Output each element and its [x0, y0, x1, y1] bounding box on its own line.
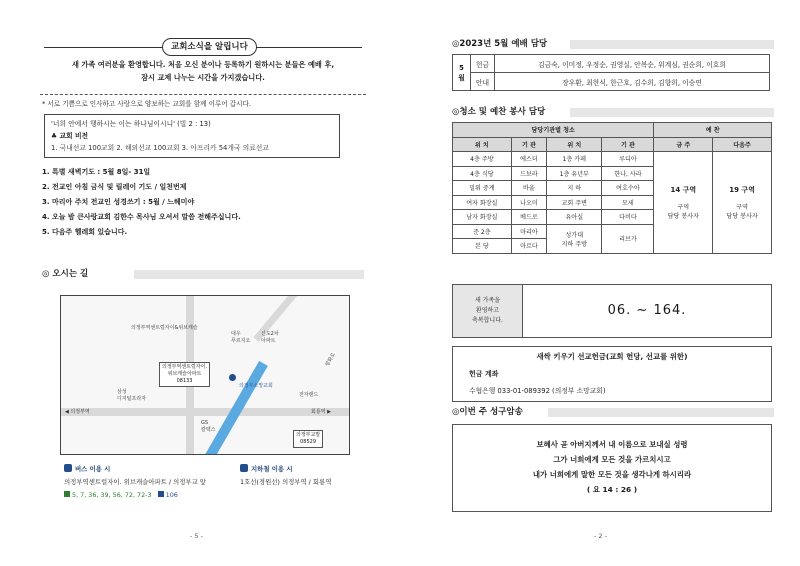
verse-reference: ( 요 14 : 26 )	[586, 485, 638, 494]
table-cell: 다비다	[602, 210, 654, 225]
greeting-text: * 서로 기쁨으로 인사하고 사랑으로 양보하는 교회를 함께 이루어 갑시다.	[42, 100, 251, 108]
cleaning-title: 청소 및 예찬 봉사 담당	[459, 107, 546, 117]
col-header: 다음주	[713, 137, 772, 152]
green-bus-icon	[64, 491, 70, 497]
table-cell: 성가대 지하 주방	[547, 224, 602, 253]
memory-verse-box	[452, 424, 772, 512]
table-cell: 모세	[602, 195, 654, 210]
map-road-horizontal	[61, 408, 350, 416]
table-cell: 교회 주변	[547, 195, 602, 210]
cleaning-header	[452, 104, 774, 120]
map-label: 평화로	[324, 351, 337, 368]
church-verse-box	[44, 114, 340, 158]
header-bar	[548, 408, 774, 417]
map-bus-stop-box: 의정부역센트럴자이. 위브캐슬아파트 08133	[159, 362, 210, 387]
bus-title: 버스 이용 시	[75, 465, 111, 473]
next-week-cell	[713, 152, 772, 254]
directions-header	[42, 266, 364, 282]
map-label: 전자랜드	[299, 392, 319, 398]
col-header: 금 주	[654, 137, 713, 152]
table-cell: 1층 유년부	[547, 166, 602, 181]
map-label: 회룡역 ▶	[311, 409, 331, 415]
church-marker-icon	[229, 374, 236, 381]
circle-bullet-icon: ◎	[42, 269, 50, 279]
map-label: ◀ 의정부역	[65, 409, 90, 415]
memory-verse-title: 이번 주 성구암송	[459, 407, 523, 417]
map-bus-stop-box: 의정부교말 08529	[293, 430, 323, 448]
praise-header: 예 찬	[654, 123, 772, 138]
vision-items: 1. 국내선교 100교회 2. 해외선교 100교회 3. 아프리카 54개국 의료선교	[51, 144, 269, 152]
notice-header	[44, 38, 362, 56]
bus-icon	[64, 464, 72, 472]
page-number: - 5 -	[190, 532, 203, 540]
announcement-item: 4. 오늘 밤 큰사랑교회 김한수 목사님 오셔서 말씀 전해주십니다.	[42, 213, 241, 221]
subway-directions	[240, 463, 331, 489]
map-church-label: 의정부소망교회	[239, 383, 273, 389]
notice-title: 교회소식을 알립니다	[162, 38, 257, 56]
header-bar	[570, 40, 774, 49]
subway-title: 지하철 이용 시	[251, 465, 293, 473]
table-cell: 루디아	[602, 152, 654, 167]
table-cell: 본 당	[453, 239, 512, 254]
announcement-item: 5. 다음주 헬레회 있습니다.	[42, 228, 128, 236]
next-week-zone: 19 구역	[729, 185, 755, 194]
table-cell: 준 2층	[453, 224, 512, 239]
bus-stops: 의정부역센트럴자이. 위브캐슬아파트 / 의정부교 앞	[64, 478, 206, 486]
welcome-message	[44, 58, 362, 84]
mission-account: 수협은행 033-01-089392 (의정부 소망교회)	[469, 387, 606, 395]
welcome-line-2: 잠시 교제 나누는 시간을 가지겠습니다.	[141, 73, 265, 82]
mission-offering-box	[452, 346, 772, 402]
new-family-box	[452, 284, 772, 338]
table-cell: 에스더	[511, 152, 546, 167]
announcement-list	[42, 165, 241, 240]
directions-title: 오시는 길	[52, 269, 89, 279]
circle-bullet-icon: ◎	[452, 407, 460, 417]
blue-bus-icon	[158, 491, 164, 497]
table-cell: 나오미	[511, 195, 546, 210]
table-cell: 한나, 사라	[602, 166, 654, 181]
duty-names: 장우환, 최현식, 한근호, 김수희, 김향희, 이승연	[495, 73, 770, 91]
table-cell: 유아실	[547, 210, 602, 225]
this-week-zone: 14 구역	[670, 185, 697, 194]
table-cell: 4층 식당	[453, 166, 512, 181]
map-label: 신도2차 아파트	[261, 331, 279, 344]
this-week-sub: 구역 담당 봉사자	[667, 203, 699, 220]
mission-title: 새싹 키우기 선교헌금(교회 헌당, 선교를 위한)	[536, 352, 688, 361]
table-cell: 밀워 중계	[453, 181, 512, 196]
this-week-cell	[654, 152, 713, 254]
subway-icon	[240, 464, 248, 472]
duty-month: 5월	[453, 55, 471, 91]
dashed-divider	[40, 94, 366, 95]
table-cell: 베드로	[511, 210, 546, 225]
col-header: 기 관	[511, 137, 546, 152]
table-cell: 드보라	[511, 166, 546, 181]
theme-verse: '너희 안에서 행하시는 이는 하나님이시니' (빌 2 : 13)	[51, 120, 211, 128]
circle-bullet-icon: ◎	[452, 39, 460, 49]
table-cell: 지 하	[547, 181, 602, 196]
verse-line: 보혜사 곧 아버지께서 내 이름으로 보내실 성령	[536, 440, 688, 449]
table-cell: 바울	[511, 181, 546, 196]
blue-bus-routes: 106	[165, 491, 178, 499]
location-map	[60, 295, 350, 455]
header-bar	[570, 108, 774, 117]
bus-directions	[64, 463, 206, 502]
table-cell: 마르다	[511, 239, 546, 254]
col-header: 기 관	[602, 137, 654, 152]
duty-role: 안내	[471, 73, 495, 91]
vision-label: ♣ 교회 비전	[51, 132, 89, 140]
announcement-item: 2. 전교인 아침 금식 및 릴레이 기도 / 일천번제	[42, 183, 187, 191]
table-cell: 4층 주방	[453, 152, 512, 167]
announcement-item: 3. 마리아 주치 전교인 성경쓰기 : 5월 / 느헤미야	[42, 198, 195, 206]
verse-line: 그가 너희에게 모든 것을 가르치시고	[553, 455, 671, 464]
header-bar	[134, 270, 364, 279]
map-label: 대우 푸르지오	[231, 331, 251, 344]
new-family-value: 06. ~ 164.	[607, 303, 687, 318]
table-cell: 여호수아	[602, 181, 654, 196]
table-cell: 마리아	[511, 224, 546, 239]
col-header: 위 치	[453, 137, 512, 152]
table-cell: 1층 카페	[547, 152, 602, 167]
duty-header	[452, 36, 774, 52]
subway-detail: 1호선(경원선) 의정부역 / 회룡역	[240, 478, 332, 486]
col-header: 위 치	[547, 137, 602, 152]
table-cell: 리브가	[602, 224, 654, 253]
map-label: 의정부역센트럴자이&위브캐슬	[131, 325, 198, 331]
welcome-line-1: 새 가족 여러분을 환영합니다. 처음 오신 분이나 등록하기 원하시는 분들은 예배 후,	[71, 60, 335, 69]
map-label: GS 칼텍스	[201, 420, 216, 433]
green-bus-routes: 5, 7, 36, 39, 56, 72, 72-3	[72, 491, 152, 499]
map-label: 삼성 디지털프라자	[117, 389, 146, 402]
cleaning-table	[452, 122, 772, 254]
page-number: - 2 -	[594, 532, 607, 540]
duty-title: 2023년 5월 예배 담당	[459, 39, 548, 49]
table-cell: 남자 화장실	[453, 210, 512, 225]
announcement-item: 1. 특별 새벽기도 : 5월 8일- 31일	[42, 168, 151, 176]
table-cell: 여자 화장실	[453, 195, 512, 210]
memory-verse-header	[452, 404, 774, 420]
next-week-sub: 구역 담당 봉사자	[726, 203, 758, 220]
duty-role: 헌금	[471, 55, 495, 73]
cleaning-group-header: 담당기관별 청소	[453, 123, 654, 138]
circle-bullet-icon: ◎	[452, 107, 460, 117]
verse-line: 내가 너희에게 말한 모든 것을 생각나게 하시리라	[532, 470, 692, 479]
worship-duty-table	[452, 54, 770, 91]
new-family-label: 새 가족을 환영하고 축복합니다.	[453, 285, 523, 337]
mission-account-label: 헌금 계좌	[469, 370, 499, 378]
duty-names: 김금숙, 이미정, 우정순, 권영실, 안복순, 위계심, 권순희, 이호희	[495, 55, 770, 73]
